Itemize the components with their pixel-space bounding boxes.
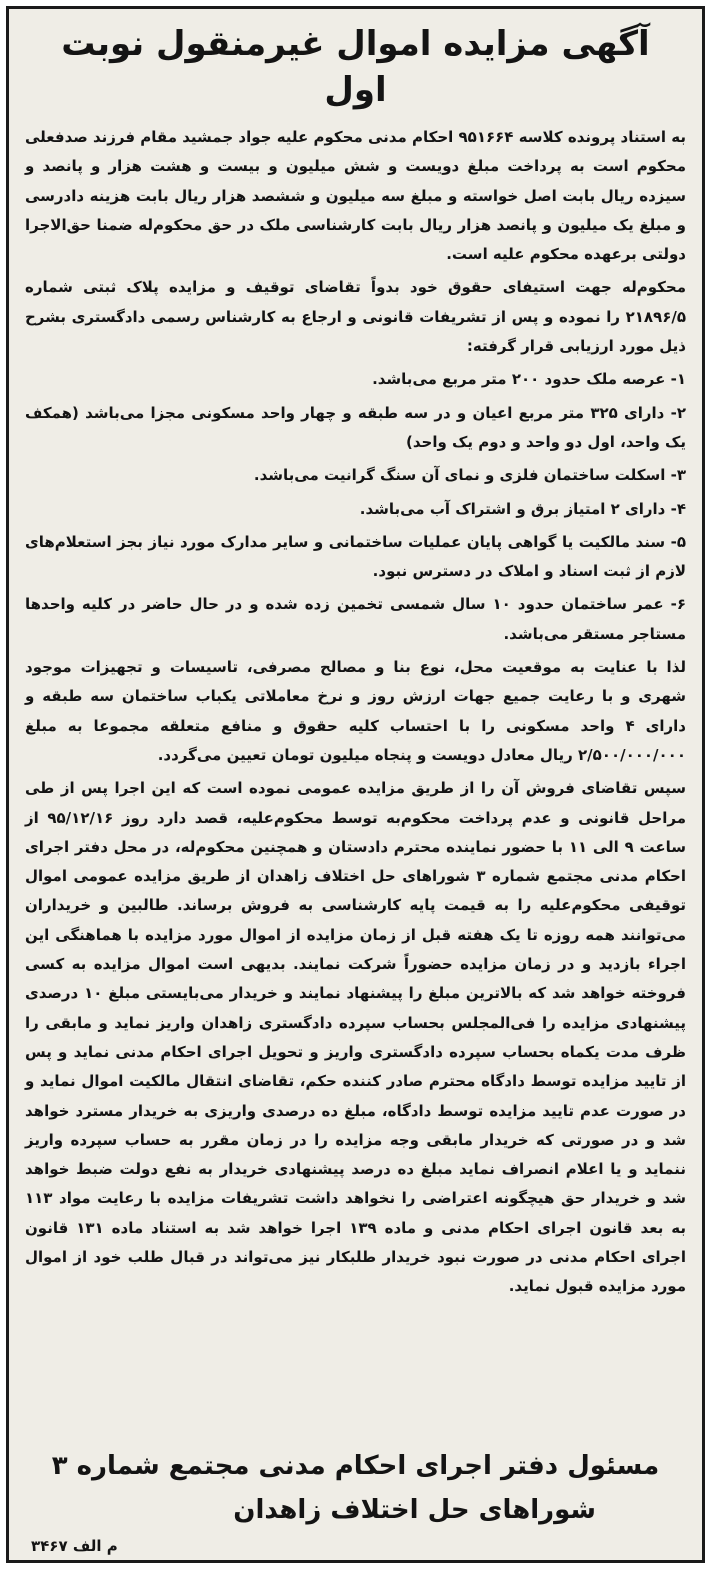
list-item-building: ۲- دارای ۳۲۵ متر مربع اعیان و در سه طبقه و چهار واحد مسکونی مجزا می‌باشد (همکف یک واحد، اول دو واحد و دوم یک واحد) [25,403,686,451]
list-item-utilities: ۴- دارای ۲ امتیاز برق و اشتراک آب می‌باشد. [359,499,686,518]
notice-footer [25,1444,686,1532]
list-item-structure: ۳- اسکلت ساختمان فلزی و نمای آن سنگ گرانیت می‌باشد. [253,466,686,485]
list-item-area: ۱- عرصه ملک حدود ۲۰۰ متر مربع می‌باشد. [372,370,686,389]
reference-code: م الف ۳۴۶۷ [31,1537,118,1555]
list-item-documents: ۵- سند مالکیت یا گواهی پایان عملیات ساختمانی و سایر مدارک مورد نیاز بجز استعلام‌های لازم از ثبت اسناد و املاک در دسترس نبود. [25,532,686,581]
notice-body [25,123,686,1302]
notice-title: آگهی مزایده اموال غیرمنقول نوبت اول [61,24,650,110]
notice-frame [6,6,705,1563]
paragraph-auction-terms: سپس تقاضای فروش آن را از طریق مزایده عمومی نموده است که این اجرا پس از طی مراحل قانونی و عدم پرداخت محکوم‌به توسط محکوم‌علیه، قصد دارد روز ۹۵/۱۲/۱۶ از ساعت ۹ الی ۱۱ با حضور نماینده محترم دادستان و همچنین محکوم‌له، در محل دفتر اجرای احکام مدنی مجتمع شماره ۳ شوراهای حل اختلاف زاهدان از طریق مزایده عمومی اموال توقیفی محکوم‌علیه را به قیمت پایه کارشناسی به فروش برساند. طالبین و خریداران می‌توانند همه روزه تا یک هفته قبل از زمان مزایده از اموال مورد مزایده با هماهنگی این اجراء بازدید و در زمان مزایده حضوراً شرکت نمایند. بدیهی است اموال مزایده به کسی فروخته خواهد شد که بالاترین مبلغ را پیشنهاد نمایند و خریدار می‌بایستی مبلغ ۱۰ درصدی پیشنهادی مزایده را فی‌المجلس بحساب سپرده دادگستری زاهدان واریز نماید و مابقی را ظرف مدت یکماه بحساب سپرده دادگستری واریز و تحویل اجرای احکام مدنی نماید و پس از تایید مزایده توسط دادگاه محترم صادر کننده حکم، تقاضای انتقال مالکیت اموال نماید و در صورت عدم تایید مزایده توسط دادگاه، مبلغ ده درصدی واریزی به خریدار مسترد خواهد شد و در صورتی که خریدار مابقی وجه مزایده را در زمان مقرر به حساب سپرده واریز ننماید و یا اعلام انصراف نماید مبلغ ده درصد پیشنهادی خریدار به نفع دولت ضبط خواهد شد و خریدار حق هیچگونه اعتراضی را نخواهد داشت تشریفات مزایده با رعایت مواد ۱۱۳ به بعد قانون اجرای احکام مدنی و ماده ۱۳۹ اجرا خواهد شد به استناد ماده ۱۳۱ قانون اجرای احکام مدنی در صورت نبود خریدار طلبکار نیز می‌تواند در قبال طلب خود از اموال مورد مزایده قبول نماید. [25,779,687,1296]
paragraph-valuation: لذا با عنایت به موقعیت محل، نوع بنا و مصالح مصرفی، تاسیسات و تجهیزات موجود شهری و با رعایت جمیع جهات ارزش روز و نرخ معاملاتی یکباب ساختمان سه طبقه و دارای ۴ واحد مسکونی را با احتساب کلیه حقوق و منافع متعلقه مجموعا به مبلغ ۲/۵۰۰/۰۰۰/۰۰۰ ریال معادل دویست و پنجاه میلیون تومان تعیین می‌گردد. [25,658,686,764]
paragraph-assessment-request: محکوم‌له جهت استیفای حقوق خود بدواً تقاضای توقیف و مزایده پلاک ثبتی شماره ۲۱۸۹۶/۵ را نموده و پس از تشریفات قانونی و ارجاع به کارشناس رسمی دادگستری بشرح ذیل مورد ارزیابی قرار گرفته: [25,278,686,356]
paragraph-case-intro: به استناد پرونده کلاسه ۹۵۱۶۶۴ احکام مدنی محکوم علیه جواد جمشید مقام فرزند صدفعلی محکوم است به پرداخت مبلغ دویست و شش میلیون و بیست و هشت هزار و پانصد و سیزده ریال بابت اصل خواسته و مبلغ سه میلیون و ششصد هزار ریال بابت هزینه دادرسی و مبلغ یک میلیون و پانصد هزار ریال بابت کارشناسی ملک در حق محکوم‌له ضمنا حق‌الاجرا دولتی برعهده محکوم علیه است. [25,128,686,264]
list-item-age: ۶- عمر ساختمان حدود ۱۰ سال شمسی تخمین زده شده و در حال حاضر در کلیه واحدها مستاجر مستقر می‌باشد. [25,595,686,643]
footer-office-line: مسئول دفتر اجرای احکام مدنی مجتمع شماره ۳ [51,1451,660,1481]
footer-council-line: شوراهای حل اختلاف زاهدان [233,1495,596,1525]
